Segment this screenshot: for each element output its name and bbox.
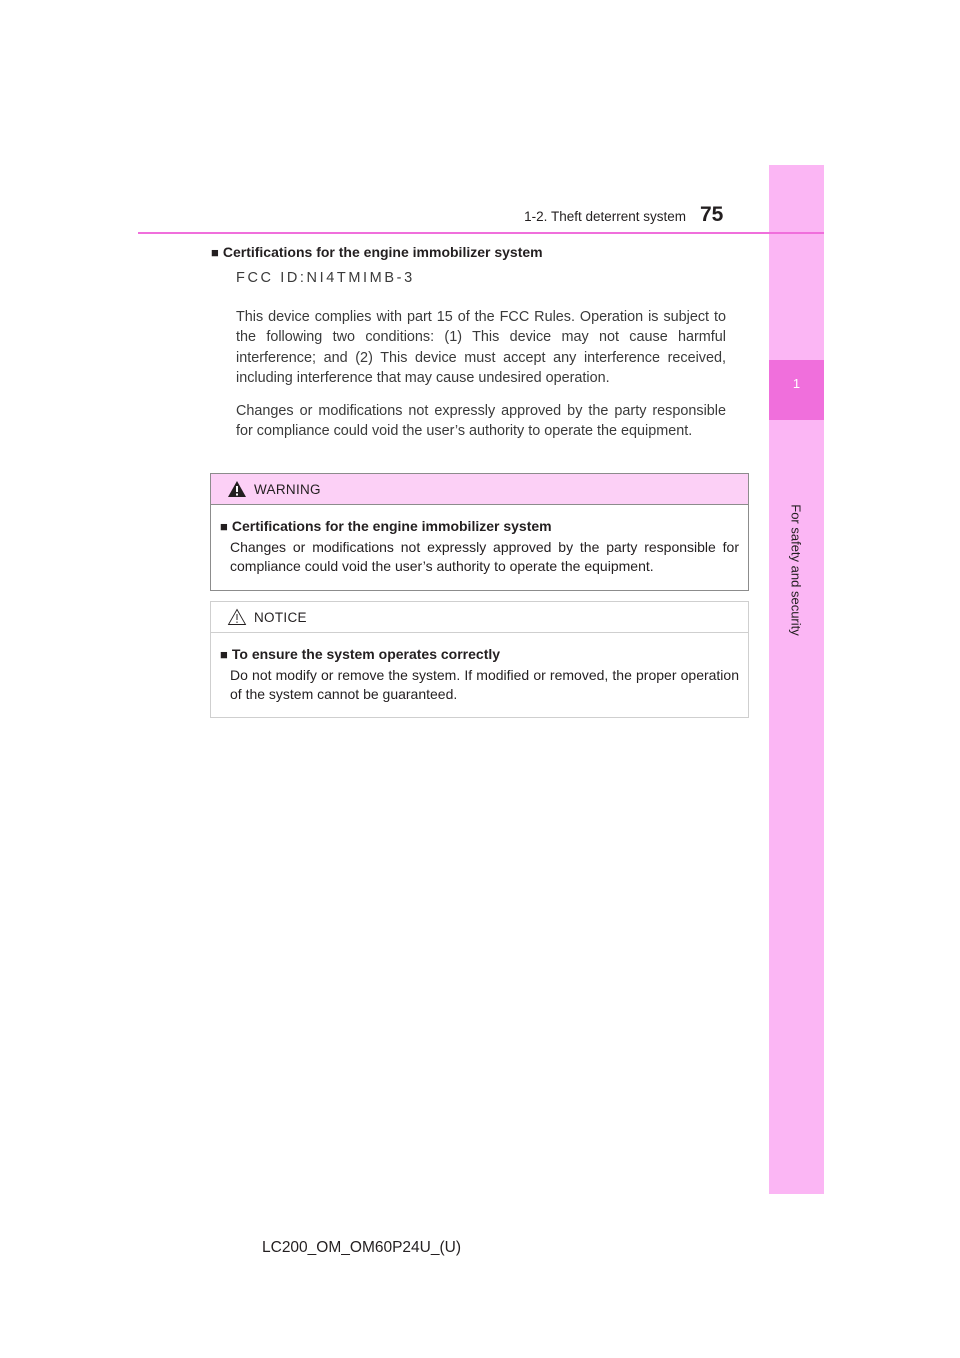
warning-triangle-icon (227, 480, 247, 498)
header-rule (138, 232, 824, 234)
warning-box-body (211, 505, 748, 577)
notice-item-heading (220, 645, 739, 665)
warning-box (210, 473, 749, 591)
notice-triangle-icon (227, 608, 247, 626)
warning-label: WARNING (254, 482, 321, 497)
warning-item-heading-text: Certifications for the engine immobilizer system (231, 518, 552, 534)
warning-item-text: Changes or modifications not expressly approved by the party responsible for compliance could void the user’s authority to operate the equipment. (230, 538, 739, 574)
notice-box-body (211, 633, 748, 705)
notice-box (210, 601, 749, 718)
notice-label: NOTICE (254, 610, 307, 625)
bullet-icon: ■ (220, 647, 228, 662)
bullet-icon: ■ (211, 245, 219, 260)
chapter-side-tab (769, 165, 824, 1194)
section-title: 1-2. Theft deterrent system (524, 209, 686, 224)
notice-box-header (211, 602, 748, 633)
fcc-statement (236, 268, 726, 454)
certifications-heading (211, 244, 543, 260)
fcc-id: FCC ID:NI4TMIMB-3 (236, 270, 415, 286)
chapter-number: 1 (792, 376, 801, 391)
bullet-icon: ■ (220, 519, 228, 534)
document-code: LC200_OM_OM60P24U_(U) (262, 1239, 462, 1256)
chapter-title: For safety and security (788, 504, 804, 636)
page-number: 75 (700, 203, 724, 226)
fcc-compliance-paragraph: This device complies with part 15 of the FCC Rules. Operation is subject to the following two conditions: (1) This device may not cause harmful interference; and (2) This device must accept any interference received, including interference that may cause undesired operation. (236, 308, 726, 386)
notice-item-text: Do not modify or remove the system. If modified or removed, the proper operation of the system cannot be guaranteed. (230, 666, 739, 702)
warning-item-heading (220, 517, 739, 537)
certifications-heading-text: Certifications for the engine immobilizer system (222, 244, 543, 260)
warning-box-header (211, 474, 748, 505)
fcc-modification-paragraph: Changes or modifications not expressly approved by the party responsible for compliance could void the user’s authority to operate the equipment. (236, 402, 726, 439)
notice-item-heading-text: To ensure the system operates correctly (231, 646, 501, 662)
